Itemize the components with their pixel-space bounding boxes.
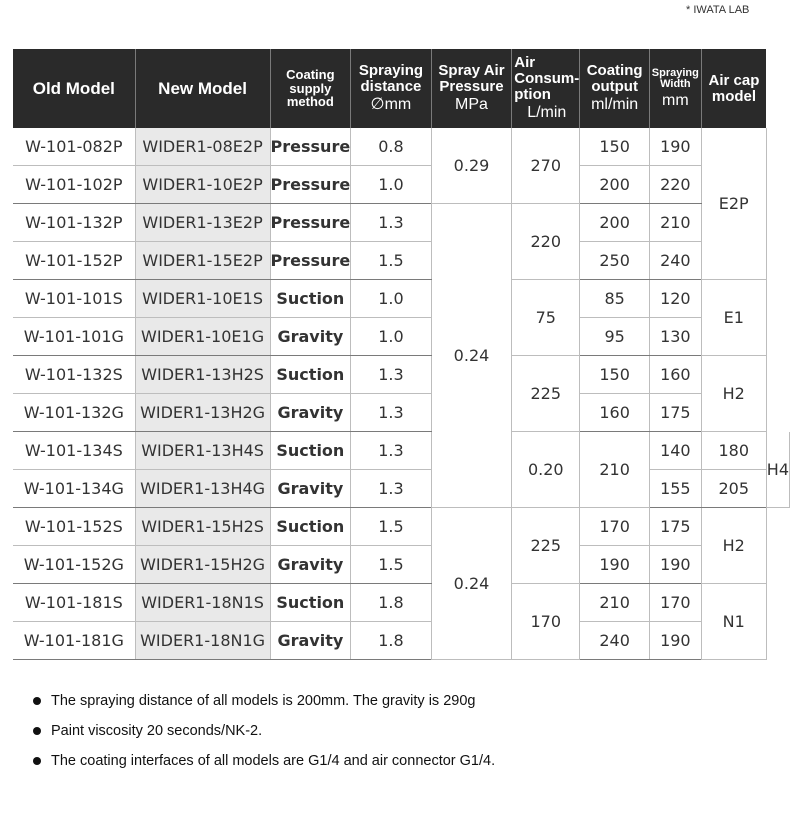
method-cell: Pressure	[270, 242, 351, 280]
distance-cell: 1.3	[351, 356, 432, 394]
width-cell: 190	[650, 622, 702, 660]
table-row	[13, 318, 790, 356]
table-row	[13, 356, 790, 394]
notes-list	[33, 693, 495, 783]
note-item	[33, 753, 495, 770]
output-cell: 170	[580, 508, 650, 546]
old-model-cell: W-101-082P	[13, 128, 135, 166]
note-text: The coating interfaces of all models are G1/4 and air connector G1/4.	[51, 753, 496, 769]
header-coating-output: Coating output ml/min	[580, 49, 650, 128]
old-model-cell: W-101-134S	[13, 432, 135, 470]
width-cell: 170	[650, 584, 702, 622]
method-cell: Pressure	[270, 166, 351, 204]
header-row	[13, 49, 790, 128]
table-row	[13, 622, 790, 660]
output-cell: 190	[580, 546, 650, 584]
old-model-cell: W-101-152G	[13, 546, 135, 584]
method-cell: Pressure	[270, 128, 351, 166]
bullet-icon	[33, 697, 41, 705]
new-model-cell: WIDER1-13H4S	[135, 432, 270, 470]
distance-cell: 1.5	[351, 242, 432, 280]
distance-cell: 1.0	[351, 318, 432, 356]
note-item	[33, 693, 495, 710]
header-air-pressure: Spray Air Pressure MPa	[431, 49, 512, 128]
old-model-cell: W-101-132P	[13, 204, 135, 242]
new-model-cell: WIDER1-13H2S	[135, 356, 270, 394]
header-old-model: Old Model	[13, 49, 135, 128]
width-cell: 120	[650, 280, 702, 318]
table-row	[13, 242, 790, 280]
air-cap-cell: E1	[701, 280, 766, 356]
old-model-cell: W-101-102P	[13, 166, 135, 204]
distance-cell: 1.3	[351, 394, 432, 432]
distance-cell: 1.5	[351, 546, 432, 584]
width-cell: 190	[650, 546, 702, 584]
old-model-cell: W-101-132G	[13, 394, 135, 432]
output-cell: 150	[580, 356, 650, 394]
method-cell: Gravity	[270, 546, 351, 584]
consumption-cell: 210	[580, 432, 650, 508]
header-spraying-width: Spraying Width mm	[650, 49, 702, 128]
consumption-cell: 225	[512, 508, 580, 584]
table-row	[13, 280, 790, 318]
distance-cell: 1.0	[351, 280, 432, 318]
air-cap-cell: H2	[701, 356, 766, 432]
method-cell: Suction	[270, 508, 351, 546]
bullet-icon	[33, 727, 41, 735]
width-cell: 205	[701, 470, 766, 508]
table-row	[13, 546, 790, 584]
output-cell: 155	[650, 470, 702, 508]
old-model-cell: W-101-132S	[13, 356, 135, 394]
width-cell: 190	[650, 128, 702, 166]
new-model-cell: WIDER1-13E2P	[135, 204, 270, 242]
new-model-cell: WIDER1-18N1S	[135, 584, 270, 622]
new-model-cell: WIDER1-08E2P	[135, 128, 270, 166]
output-cell: 200	[580, 166, 650, 204]
header-new-model: New Model	[135, 49, 270, 128]
table-row	[13, 204, 790, 242]
width-cell: 175	[650, 508, 702, 546]
old-model-cell: W-101-101S	[13, 280, 135, 318]
new-model-cell: WIDER1-13H2G	[135, 394, 270, 432]
header-air-consumption: Air Consum- ption L/min	[512, 49, 580, 128]
air-cap-cell: H4	[766, 432, 789, 508]
old-model-cell: W-101-181S	[13, 584, 135, 622]
consumption-cell: 170	[512, 584, 580, 660]
distance-cell: 1.3	[351, 432, 432, 470]
method-cell: Pressure	[270, 204, 351, 242]
bullet-icon	[33, 757, 41, 765]
air-cap-cell: N1	[701, 584, 766, 660]
pressure-cell: 0.24	[431, 204, 512, 508]
old-model-cell: W-101-152P	[13, 242, 135, 280]
new-model-cell: WIDER1-18N1G	[135, 622, 270, 660]
old-model-cell: W-101-181G	[13, 622, 135, 660]
method-cell: Gravity	[270, 394, 351, 432]
method-cell: Gravity	[270, 318, 351, 356]
distance-cell: 1.8	[351, 584, 432, 622]
consumption-cell: 220	[512, 204, 580, 280]
output-cell: 140	[650, 432, 702, 470]
output-cell: 210	[580, 584, 650, 622]
new-model-cell: WIDER1-10E1S	[135, 280, 270, 318]
pressure-cell: 0.24	[431, 508, 512, 660]
distance-cell: 1.3	[351, 204, 432, 242]
old-model-cell: W-101-134G	[13, 470, 135, 508]
distance-cell: 1.3	[351, 470, 432, 508]
consumption-cell: 75	[512, 280, 580, 356]
method-cell: Suction	[270, 280, 351, 318]
new-model-cell: WIDER1-15H2G	[135, 546, 270, 584]
consumption-cell: 225	[512, 356, 580, 432]
old-model-cell: W-101-152S	[13, 508, 135, 546]
pressure-cell: 0.20	[512, 432, 580, 508]
method-cell: Suction	[270, 584, 351, 622]
width-cell: 180	[701, 432, 766, 470]
pressure-cell: 0.29	[431, 128, 512, 204]
table-row	[13, 432, 790, 470]
consumption-cell: 270	[512, 128, 580, 204]
distance-cell: 1.8	[351, 622, 432, 660]
table-row	[13, 128, 790, 166]
table-row	[13, 584, 790, 622]
output-cell: 240	[580, 622, 650, 660]
note-item	[33, 723, 495, 740]
output-cell: 95	[580, 318, 650, 356]
header-spraying-distance: Spraying distance ∅mm	[351, 49, 432, 128]
note-text: The spraying distance of all models is 200mm. The gravity is 290g	[51, 693, 476, 709]
new-model-cell: WIDER1-15H2S	[135, 508, 270, 546]
output-cell: 200	[580, 204, 650, 242]
width-cell: 130	[650, 318, 702, 356]
header-coating-method: Coating supply method	[270, 49, 351, 128]
note-text: Paint viscosity 20 seconds/NK-2.	[51, 723, 263, 739]
distance-cell: 1.5	[351, 508, 432, 546]
distance-cell: 0.8	[351, 128, 432, 166]
table-row	[13, 166, 790, 204]
new-model-cell: WIDER1-10E2P	[135, 166, 270, 204]
width-cell: 240	[650, 242, 702, 280]
table-row	[13, 394, 790, 432]
distance-cell: 1.0	[351, 166, 432, 204]
method-cell: Suction	[270, 356, 351, 394]
old-model-cell: W-101-101G	[13, 318, 135, 356]
new-model-cell: WIDER1-13H4G	[135, 470, 270, 508]
new-model-cell: WIDER1-10E1G	[135, 318, 270, 356]
table-row	[13, 470, 790, 508]
air-cap-cell: E2P	[701, 128, 766, 280]
new-model-cell: WIDER1-15E2P	[135, 242, 270, 280]
output-cell: 85	[580, 280, 650, 318]
output-cell: 250	[580, 242, 650, 280]
method-cell: Suction	[270, 432, 351, 470]
credit-label: * IWATA LAB	[686, 4, 750, 16]
table-row	[13, 508, 790, 546]
method-cell: Gravity	[270, 622, 351, 660]
width-cell: 220	[650, 166, 702, 204]
width-cell: 160	[650, 356, 702, 394]
width-cell: 210	[650, 204, 702, 242]
output-cell: 150	[580, 128, 650, 166]
width-cell: 175	[650, 394, 702, 432]
output-cell: 160	[580, 394, 650, 432]
air-cap-cell: H2	[701, 508, 766, 584]
header-air-cap: Air cap model	[701, 49, 766, 128]
method-cell: Gravity	[270, 470, 351, 508]
spec-table	[13, 49, 790, 660]
